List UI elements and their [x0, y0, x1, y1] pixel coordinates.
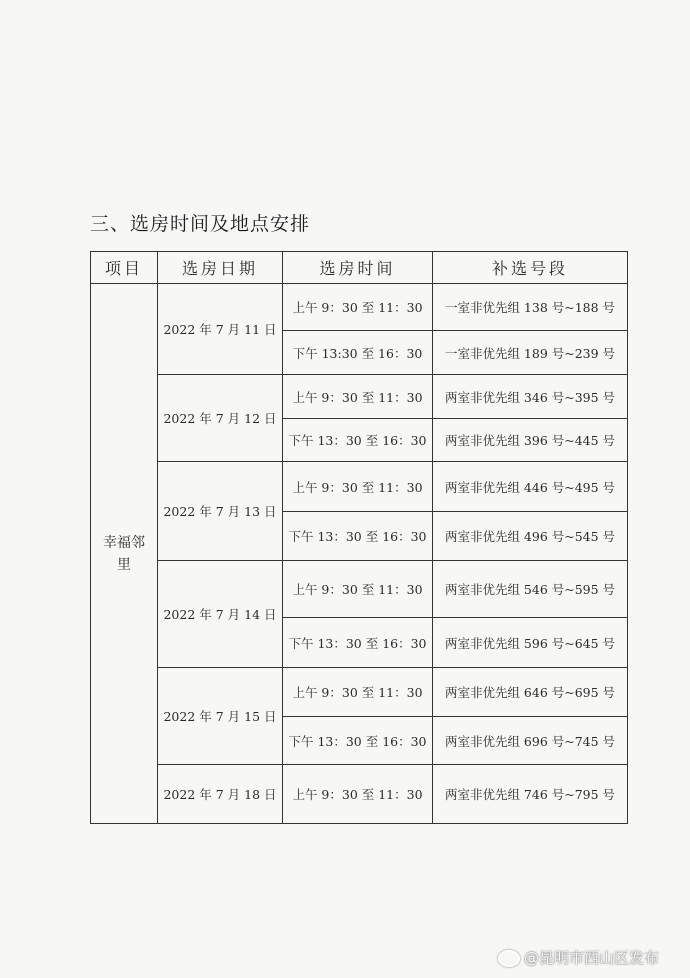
- range-cell: 两室非优先组 696 号~745 号: [433, 717, 628, 765]
- date-cell: 2022 年 7 月 15 日: [158, 668, 283, 765]
- range-cell: 两室非优先组 546 号~595 号: [433, 561, 628, 618]
- time-cell: 上午 9：30 至 11：30: [283, 284, 433, 331]
- table-header-row: [91, 252, 628, 284]
- header-range: 补选号段: [433, 252, 628, 284]
- time-cell: 上午 9：30 至 11：30: [283, 561, 433, 618]
- table-row: [91, 375, 628, 419]
- date-cell: 2022 年 7 月 18 日: [158, 765, 283, 824]
- time-cell: 下午 13：30 至 16：30: [283, 419, 433, 462]
- range-cell: 一室非优先组 189 号~239 号: [433, 331, 628, 375]
- project-cell: 幸福邻里: [91, 284, 158, 824]
- watermark: [498, 947, 659, 968]
- range-cell: 两室非优先组 596 号~645 号: [433, 618, 628, 668]
- range-cell: 两室非优先组 496 号~545 号: [433, 512, 628, 561]
- date-cell: 2022 年 7 月 13 日: [158, 462, 283, 561]
- table-row: [91, 284, 628, 331]
- section-heading: 三、选房时间及地点安排: [90, 213, 311, 235]
- table-row: [91, 561, 628, 618]
- header-project: 项目: [91, 252, 158, 284]
- weibo-logo-icon: [498, 950, 520, 967]
- range-cell: 两室非优先组 396 号~445 号: [433, 419, 628, 462]
- table-row: [91, 462, 628, 512]
- time-cell: 下午 13：30 至 16：30: [283, 512, 433, 561]
- range-cell: 两室非优先组 446 号~495 号: [433, 462, 628, 512]
- time-cell: 下午 13：30 至 16：30: [283, 618, 433, 668]
- watermark-text: @昆明市西山区发布: [524, 949, 660, 967]
- date-cell: 2022 年 7 月 11 日: [158, 284, 283, 375]
- header-date: 选房日期: [158, 252, 283, 284]
- table-row: [91, 765, 628, 824]
- range-cell: 两室非优先组 746 号~795 号: [433, 765, 628, 824]
- time-cell: 上午 9：30 至 11：30: [283, 375, 433, 419]
- time-cell: 上午 9：30 至 11：30: [283, 462, 433, 512]
- time-cell: 上午 9：30 至 11：30: [283, 765, 433, 824]
- range-cell: 一室非优先组 138 号~188 号: [433, 284, 628, 331]
- date-cell: 2022 年 7 月 12 日: [158, 375, 283, 462]
- range-cell: 两室非优先组 646 号~695 号: [433, 668, 628, 717]
- date-cell: 2022 年 7 月 14 日: [158, 561, 283, 668]
- time-cell: 下午 13:30 至 16：30: [283, 331, 433, 375]
- time-cell: 下午 13：30 至 16：30: [283, 717, 433, 765]
- time-cell: 上午 9：30 至 11：30: [283, 668, 433, 717]
- header-time: 选房时间: [283, 252, 433, 284]
- range-cell: 两室非优先组 346 号~395 号: [433, 375, 628, 419]
- table-row: [91, 668, 628, 717]
- schedule-table: [90, 251, 628, 824]
